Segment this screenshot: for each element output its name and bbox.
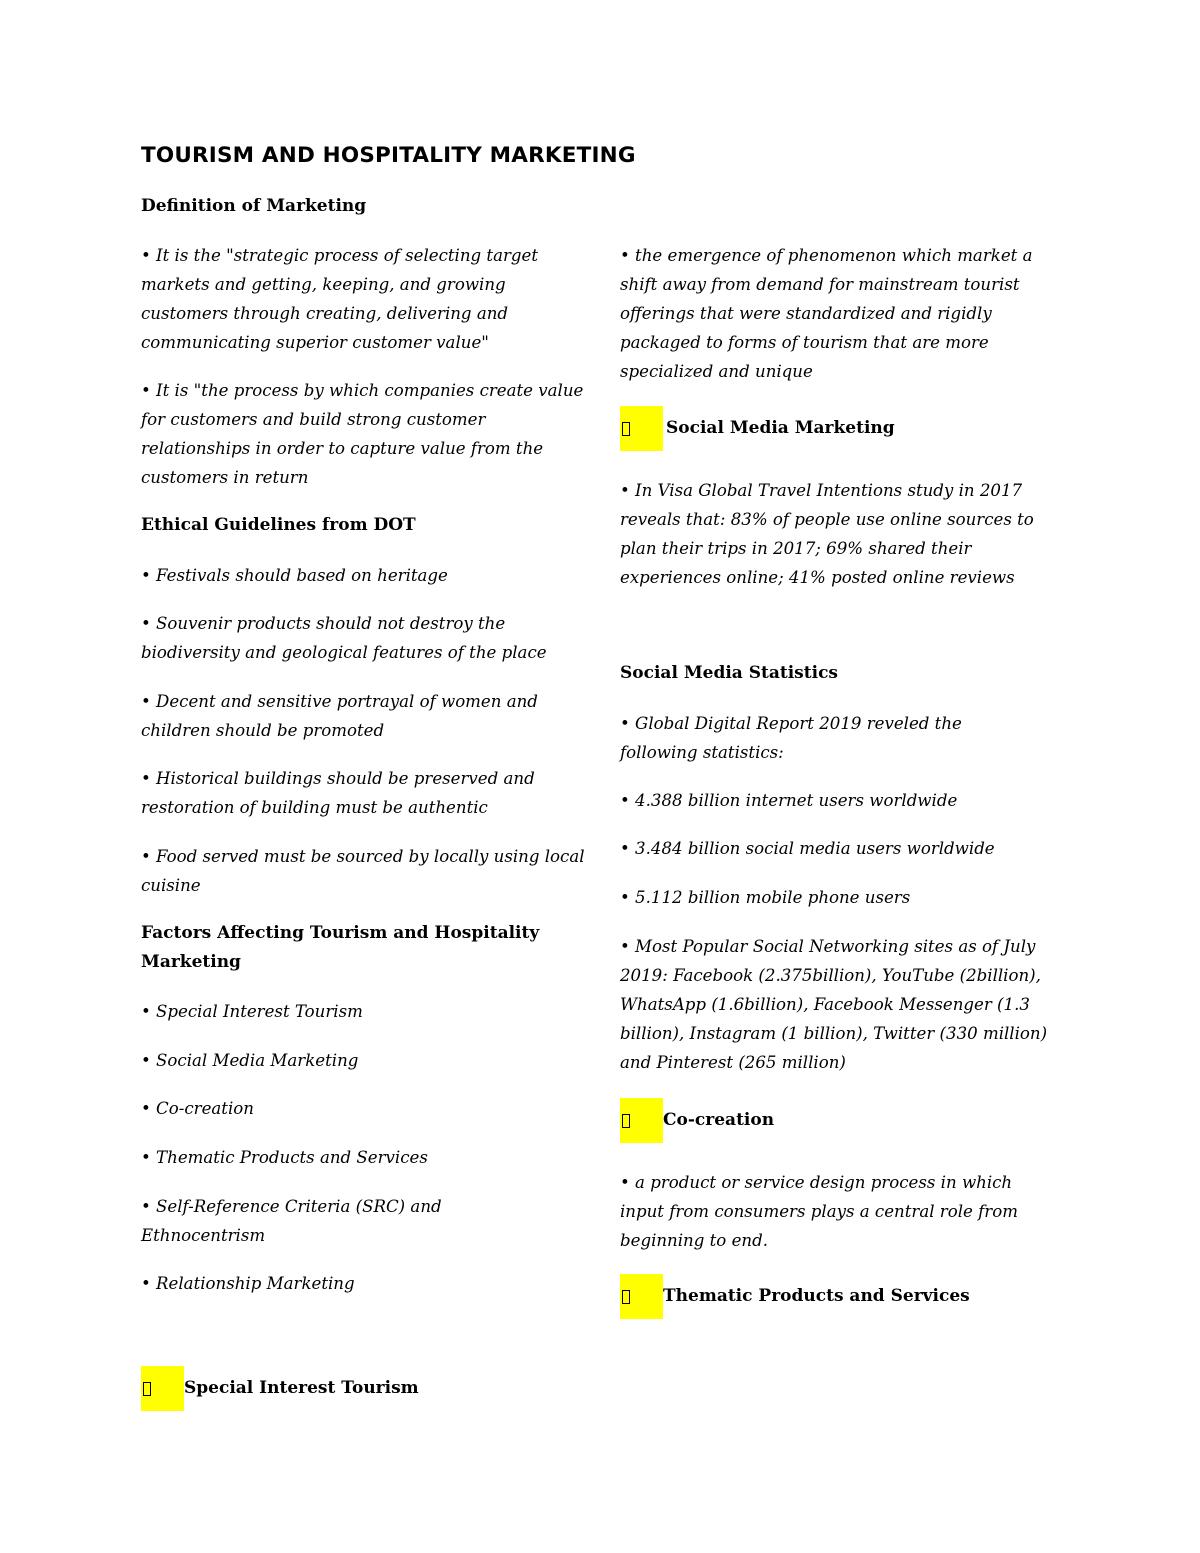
factors-heading: Factors Affecting Tourism and Hospitality Marketing bbox=[141, 923, 540, 972]
list-item: • Thematic Products and Services bbox=[141, 1148, 428, 1167]
list-item: • 5.112 billion mobile phone users bbox=[620, 888, 911, 907]
section-label: Social Media Marketing bbox=[666, 418, 895, 438]
special-interest-tourism-heading bbox=[141, 1366, 419, 1411]
list-item: • It is the "strategic process of selecting target markets and getting, keeping, and growing customers through creating, delivering and communicating superior customer value" bbox=[141, 246, 539, 352]
thematic-products-heading bbox=[620, 1274, 970, 1319]
page-title: TOURISM AND HOSPITALITY MARKETING bbox=[141, 143, 636, 168]
social-media-marketing-heading bbox=[620, 406, 895, 451]
checkbox-icon bbox=[620, 406, 663, 451]
list-item: • Co-creation bbox=[141, 1099, 254, 1118]
list-item: • Souvenir products should not destroy the biodiversity and geological features of the place bbox=[141, 614, 547, 662]
list-item: • 3.484 billion social media users worldwide bbox=[620, 839, 995, 858]
list-item: • the emergence of phenomenon which market a shift away from demand for mainstream tourist offerings that were standardized and rigidly packaged to forms of tourism that are more specialized and unique bbox=[620, 246, 1033, 381]
definition-heading: Definition of Marketing bbox=[141, 196, 367, 216]
list-item: • Relationship Marketing bbox=[141, 1274, 355, 1293]
checkbox-icon bbox=[620, 1274, 663, 1319]
section-label: Thematic Products and Services bbox=[663, 1286, 970, 1306]
checkbox-icon bbox=[141, 1366, 184, 1411]
list-item: • In Visa Global Travel Intentions study in 2017 reveals that: 83% of people use online sources to plan their trips in 2017; 69% shared their experiences online; 41% posted online reviews bbox=[620, 481, 1034, 587]
list-item: • 4.388 billion internet users worldwide bbox=[620, 791, 958, 810]
list-item: • Decent and sensitive portrayal of women and children should be promoted bbox=[141, 692, 538, 740]
list-item: • Self-Reference Criteria (SRC) and Ethnocentrism bbox=[141, 1197, 442, 1245]
ethical-guidelines-heading: Ethical Guidelines from DOT bbox=[141, 515, 416, 535]
section-label: Special Interest Tourism bbox=[184, 1378, 419, 1398]
list-item: • Food served must be sourced by locally using local cuisine bbox=[141, 847, 585, 895]
list-item: • Festivals should based on heritage bbox=[141, 566, 448, 585]
list-item: • Social Media Marketing bbox=[141, 1051, 359, 1070]
list-item: • Most Popular Social Networking sites as of July 2019: Facebook (2.375billion), YouTube (2billion), WhatsApp (1.6billion), Facebook Messenger (1.3 billion), Instagram (1 billion), Twitter (330 million) and Pinterest (265 million) bbox=[620, 937, 1048, 1072]
social-media-statistics-heading: Social Media Statistics bbox=[620, 663, 838, 683]
checkbox-icon bbox=[620, 1098, 663, 1143]
list-item: • Historical buildings should be preserved and restoration of building must be authentic bbox=[141, 769, 535, 817]
co-creation-heading bbox=[620, 1098, 774, 1143]
list-item: • Special Interest Tourism bbox=[141, 1002, 363, 1021]
list-item: • It is "the process by which companies create value for customers and build strong customer relationships in order to capture value from the customers in return bbox=[141, 381, 584, 487]
list-item: • Global Digital Report 2019 reveled the following statistics: bbox=[620, 714, 962, 762]
list-item: • a product or service design process in which input from consumers plays a central role from beginning to end. bbox=[620, 1173, 1018, 1250]
section-label: Co-creation bbox=[663, 1110, 775, 1130]
